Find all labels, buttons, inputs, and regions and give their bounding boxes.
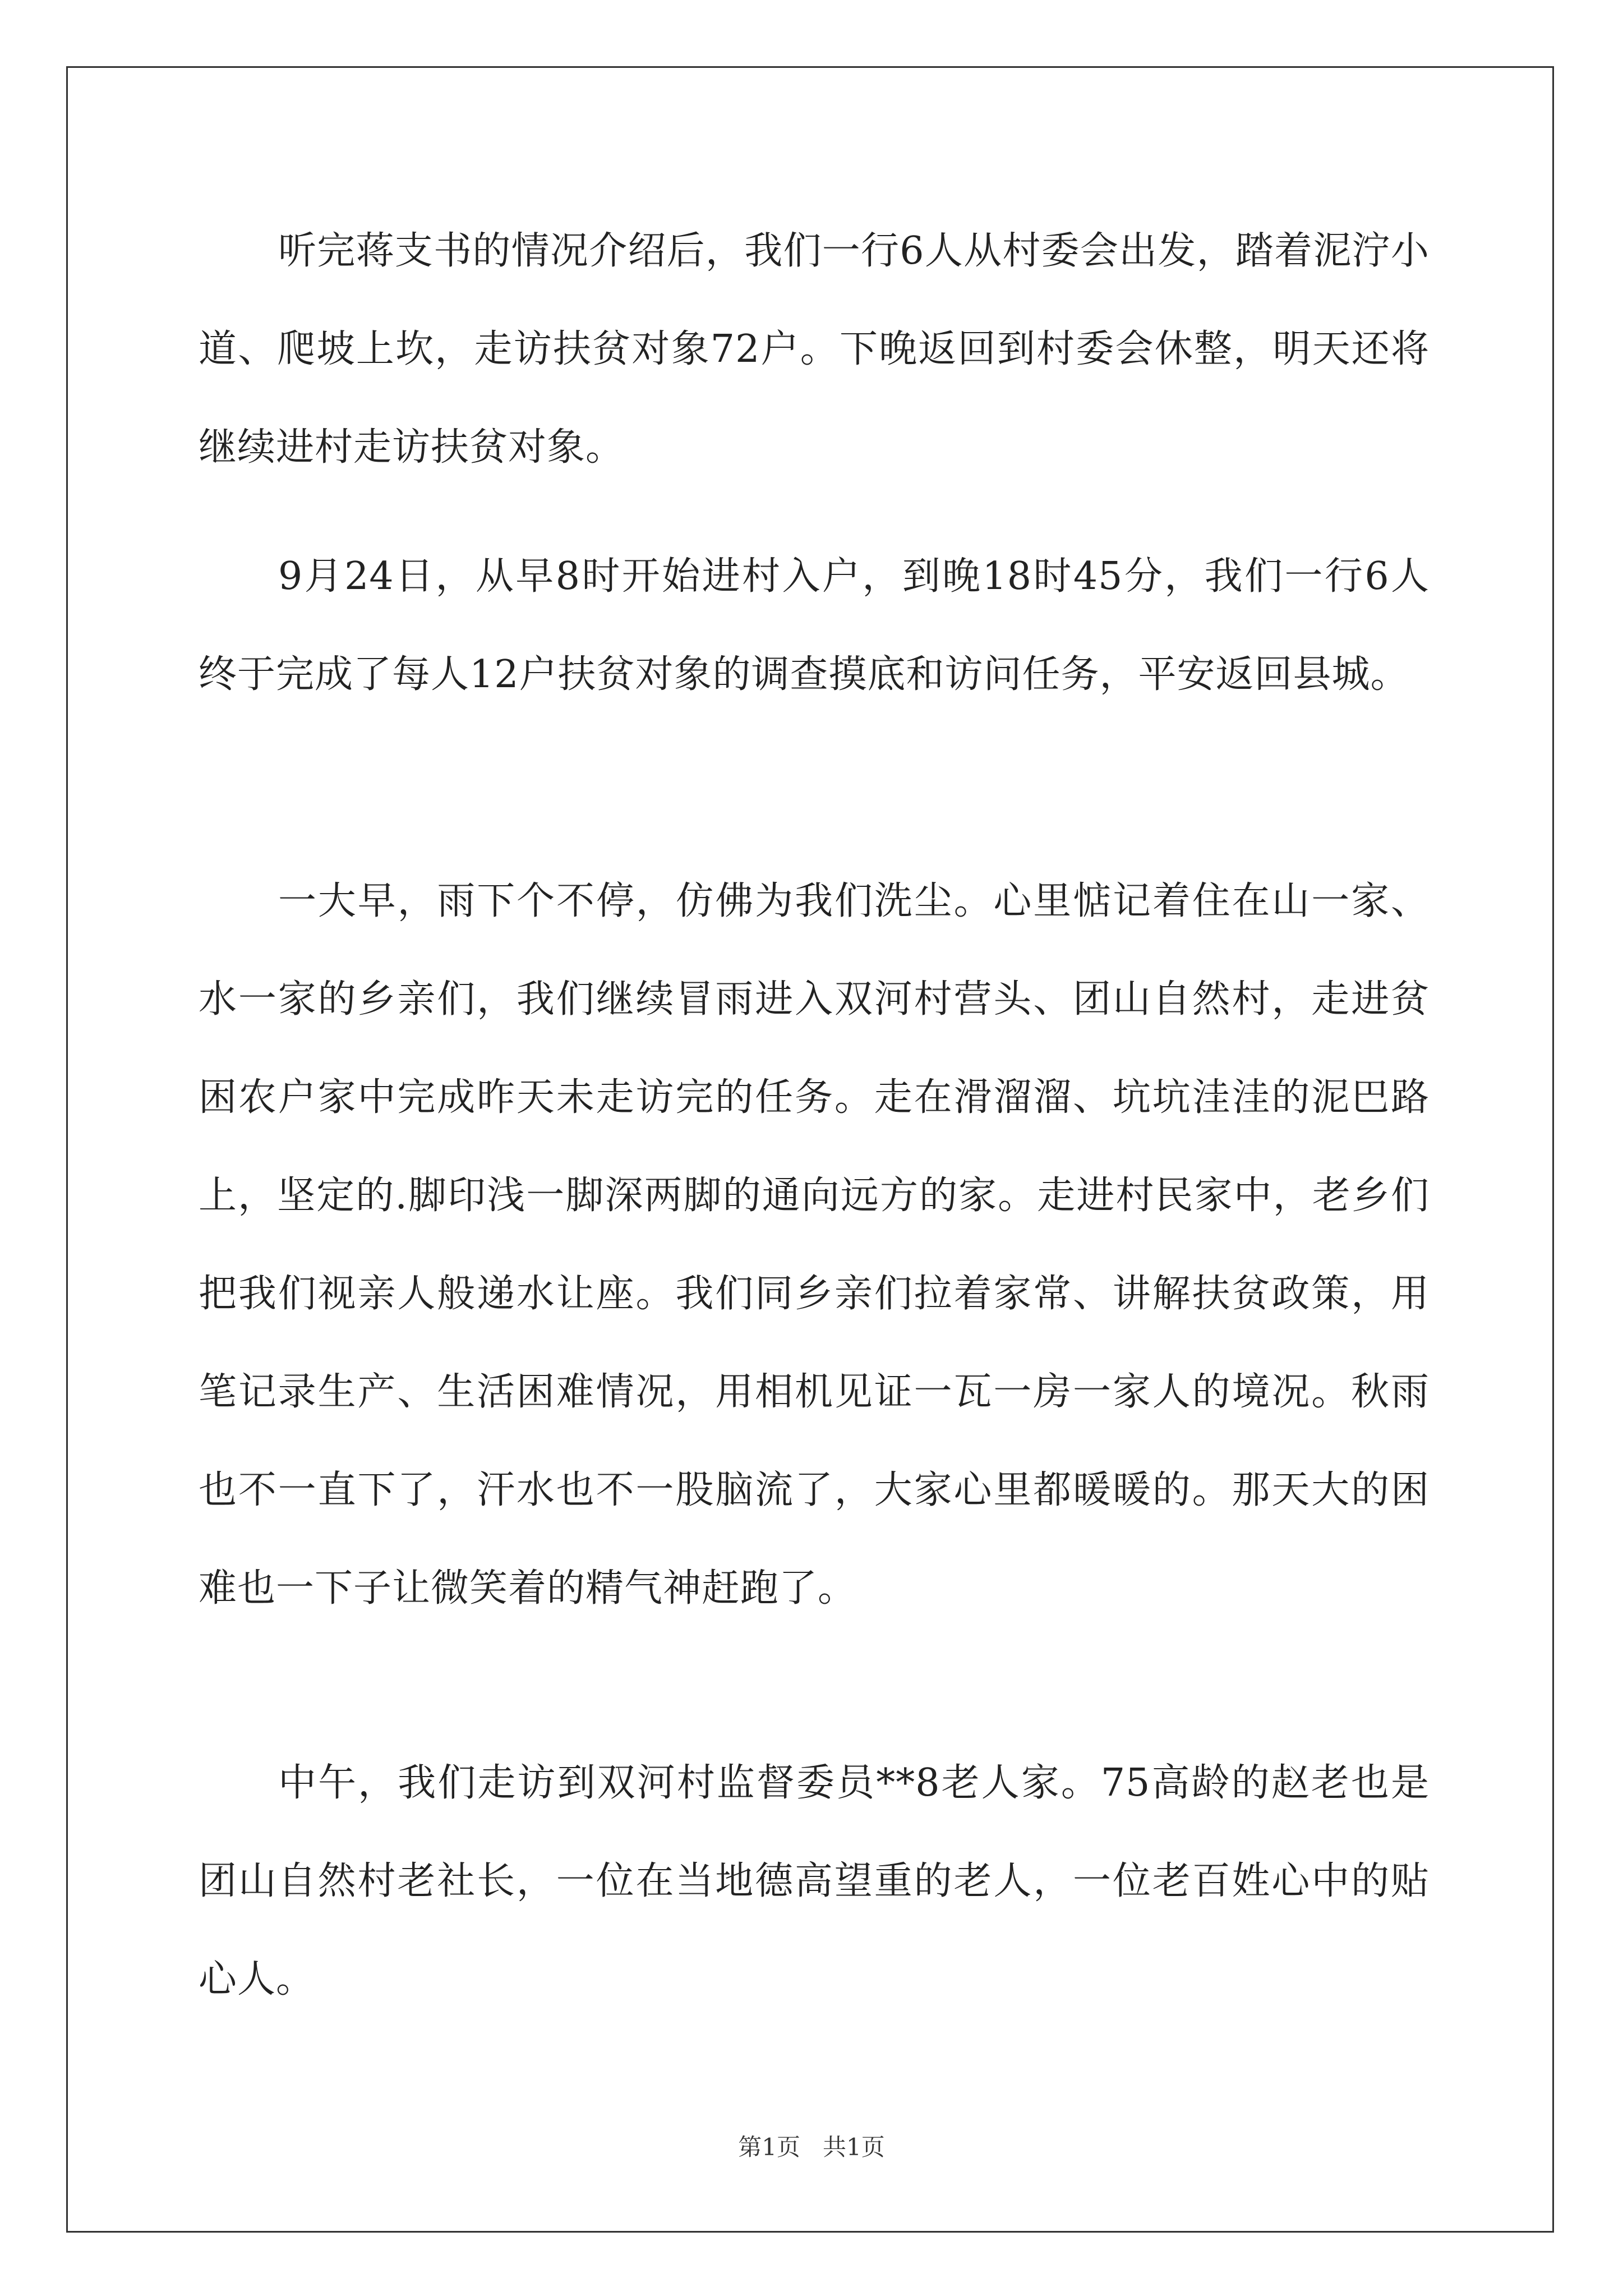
paragraph: 中午，我们走访到双河村监督委员**8老人家。75高龄的赵老也是团山自然村老社长，一位在当地德高望重的老人，一位老百姓心中的贴心人。: [199, 1761, 1430, 2001]
page-total: 共1页: [823, 2133, 885, 2161]
paragraph: 一大早，雨下个不停，仿佛为我们洗尘。心里惦记着住在山一家、水一家的乡亲们，我们继续冒雨进入双河村营头、团山自然村，走进贫困农户家中完成昨天未走访完的任务。走在滑溜溜、坑坑洼洼的泥巴路上，坚定的.脚印浅一脚深两脚的通向远方的家。走进村民家中，老乡们把我们视亲人般递水让座。我们同乡亲们拉着家常、讲解扶贫政策，用笔记录生产、生活困难情况，用相机见证一瓦一房一家人的境况。秋雨也不一直下了，汗水也不一股脑流了，大家心里都暖暖的。那天大的困难也一下子让微笑着的精气神赶跑了。: [199, 879, 1430, 1611]
page-footer: [0, 2129, 1623, 2162]
paragraph: 听完蒋支书的情况介绍后，我们一行6人从村委会出发，踏着泥泞小道、爬坡上坎，走访扶贫对象72户。下晚返回到村委会休整，明天还将继续进村走访扶贫对象。: [199, 229, 1430, 470]
page-number: 第1页: [738, 2133, 800, 2161]
paragraph: 9月24日，从早8时开始进村入户，到晚18时45分，我们一行6人终于完成了每人12户扶贫对象的调查摸底和访问任务，平安返回县城。: [199, 554, 1430, 697]
